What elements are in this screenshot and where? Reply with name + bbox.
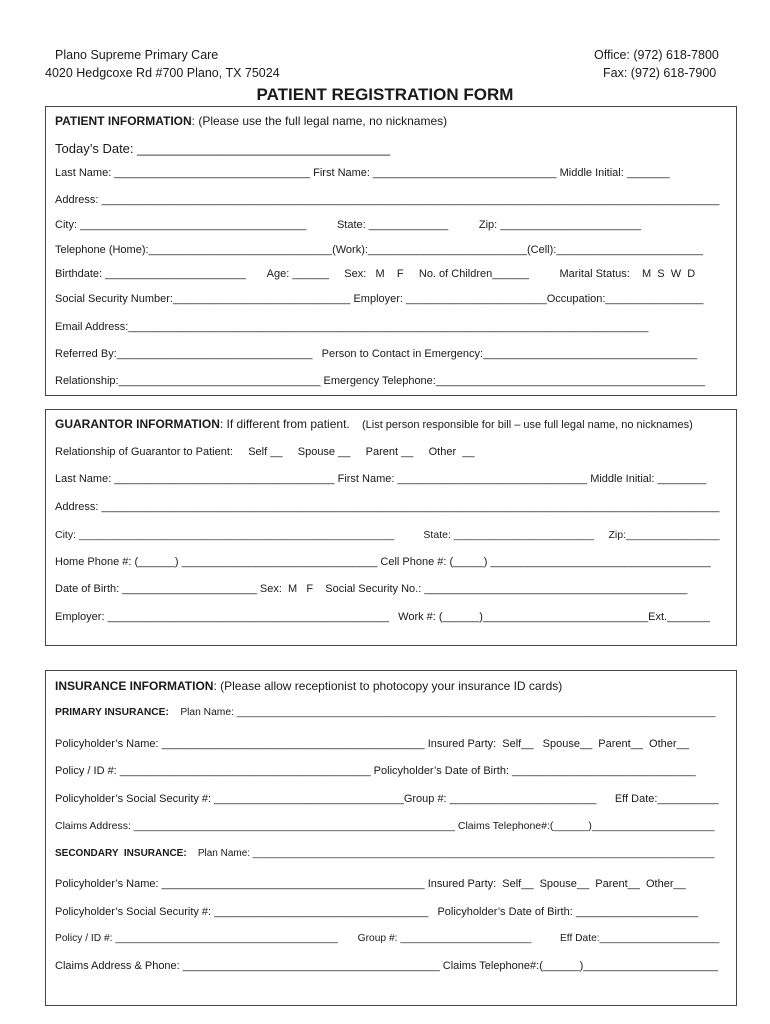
insurance-info-title: INSURANCE INFORMATION <box>55 679 214 693</box>
insurance-info-section <box>45 670 737 1006</box>
guarantor-name-fields[interactable]: Last Name: ____________________________________ First Name: _______________________________ Middle Initial: ________ <box>55 473 707 485</box>
guarantor-info-note2: (List person responsible for bill – use full legal name, no nicknames) <box>361 419 693 431</box>
patient-email-field[interactable]: Email Address:_____________________________________________________________________________________ <box>55 321 649 333</box>
insurance-info-note: : (Please allow receptionist to photocopy your insurance ID cards) <box>213 679 563 693</box>
primary-ssn-group-row[interactable]: Policyholder’s Social Security #: _______________________________Group #: ________________________ Eff Date:__________ <box>55 793 719 805</box>
patient-relationship-row[interactable]: Relationship:_________________________________ Emergency Telephone:____________________________________________ <box>55 375 706 387</box>
primary-policyholder-name-row[interactable]: Policyholder’s Name: ___________________________________________ Insured Party: Self__ Spouse__ Parent__ Other__ <box>55 738 689 750</box>
patient-city-state-zip-fields[interactable]: City: _____________________________________ State: _____________ Zip: _______________________ <box>55 219 641 231</box>
patient-telephone-fields[interactable]: Telephone (Home):______________________________(Work):__________________________(Cell):________________________ <box>55 244 704 256</box>
secondary-insurance-label: SECONDARY INSURANCE: <box>55 848 187 859</box>
guarantor-info-title: GUARANTOR INFORMATION <box>55 417 220 431</box>
guarantor-address-field[interactable]: Address: _____________________________________________________________________________________________________ <box>55 501 720 513</box>
patient-info-heading <box>55 115 720 127</box>
guarantor-info-heading <box>55 418 720 431</box>
insurance-info-heading <box>55 680 720 692</box>
primary-claims-row[interactable]: Claims Address: _______________________________________________________ Claims Telephone#:(______)_____________________ <box>55 820 715 832</box>
guarantor-phone-fields[interactable]: Home Phone #: (______) ________________________________ Cell Phone #: (_____) ____________________________________ <box>55 556 711 568</box>
fax-number: Fax: (972) 618-7900 <box>603 66 717 80</box>
patient-info-title: PATIENT INFORMATION <box>55 114 192 128</box>
practice-address: 4020 Hedgcoxe Rd #700 Plano, TX 75024 <box>45 66 280 80</box>
secondary-policyholder-name-row[interactable]: Policyholder’s Name: ___________________________________________ Insured Party: Self__ Spouse__ Parent__ Other__ <box>55 878 686 890</box>
office-phone: Office: (972) 618-7800 <box>594 48 719 62</box>
guarantor-info-note: : If different from patient. <box>219 417 350 431</box>
secondary-claims-row[interactable]: Claims Address & Phone: __________________________________________ Claims Telephone#:(______)______________________ <box>55 960 718 972</box>
patient-referred-emergency-row[interactable]: Referred By:________________________________ Person to Contact in Emergency:___________________________________ <box>55 348 698 360</box>
patient-birthdate-row[interactable]: Birthdate: _______________________ Age: ______ Sex: M F No. of Children______ Marital Status: M S W D <box>55 268 696 280</box>
guarantor-city-state-zip-fields[interactable]: City: ______________________________________________________ State: ________________________ Zip:________________ <box>55 529 720 541</box>
patient-ssn-employer-row[interactable]: Social Security Number:_____________________________ Employer: _______________________Occupation:________________ <box>55 293 704 305</box>
patient-info-note: : (Please use the full legal name, no nicknames) <box>191 114 448 128</box>
secondary-ssn-dob-row[interactable]: Policyholder’s Social Security #: ___________________________________ Policyholder’s Date of Birth: ____________________ <box>55 906 699 918</box>
form-title: PATIENT REGISTRATION FORM <box>256 85 514 104</box>
primary-policy-id-row[interactable]: Policy / ID #: _________________________________________ Policyholder’s Date of Birth: ______________________________ <box>55 765 696 777</box>
patient-name-fields[interactable]: Last Name: ________________________________ First Name: ______________________________ Middle Initial: _______ <box>55 167 670 179</box>
primary-plan-name-field[interactable]: Plan Name: ____________________________________________________________________________________ <box>180 707 716 718</box>
guarantor-relationship-row[interactable]: Relationship of Guarantor to Patient: Self __ Spouse __ Parent __ Other __ <box>55 446 475 458</box>
secondary-insurance-row <box>55 849 720 859</box>
guarantor-dob-ssn-row[interactable]: Date of Birth: ______________________ Sex: M F Social Security No.: ___________________________________________ <box>55 583 688 595</box>
guarantor-employer-row[interactable]: Employer: ______________________________________________ Work #: (______)___________________________Ext._______ <box>55 611 710 623</box>
primary-insurance-row <box>55 708 720 718</box>
patient-address-field[interactable]: Address: _____________________________________________________________________________________________________ <box>55 194 720 206</box>
practice-name: Plano Supreme Primary Care <box>55 48 219 62</box>
primary-insurance-label: PRIMARY INSURANCE: <box>55 707 169 718</box>
secondary-plan-name-field[interactable]: Plan Name: ___________________________________________________________________________________ <box>197 848 715 859</box>
secondary-policy-group-row[interactable]: Policy / ID #: _______________________________________ Group #: _______________________ Eff Date:_____________________ <box>55 933 720 944</box>
todays-date-field[interactable]: Today’s Date: ___________________________________ <box>55 141 391 156</box>
